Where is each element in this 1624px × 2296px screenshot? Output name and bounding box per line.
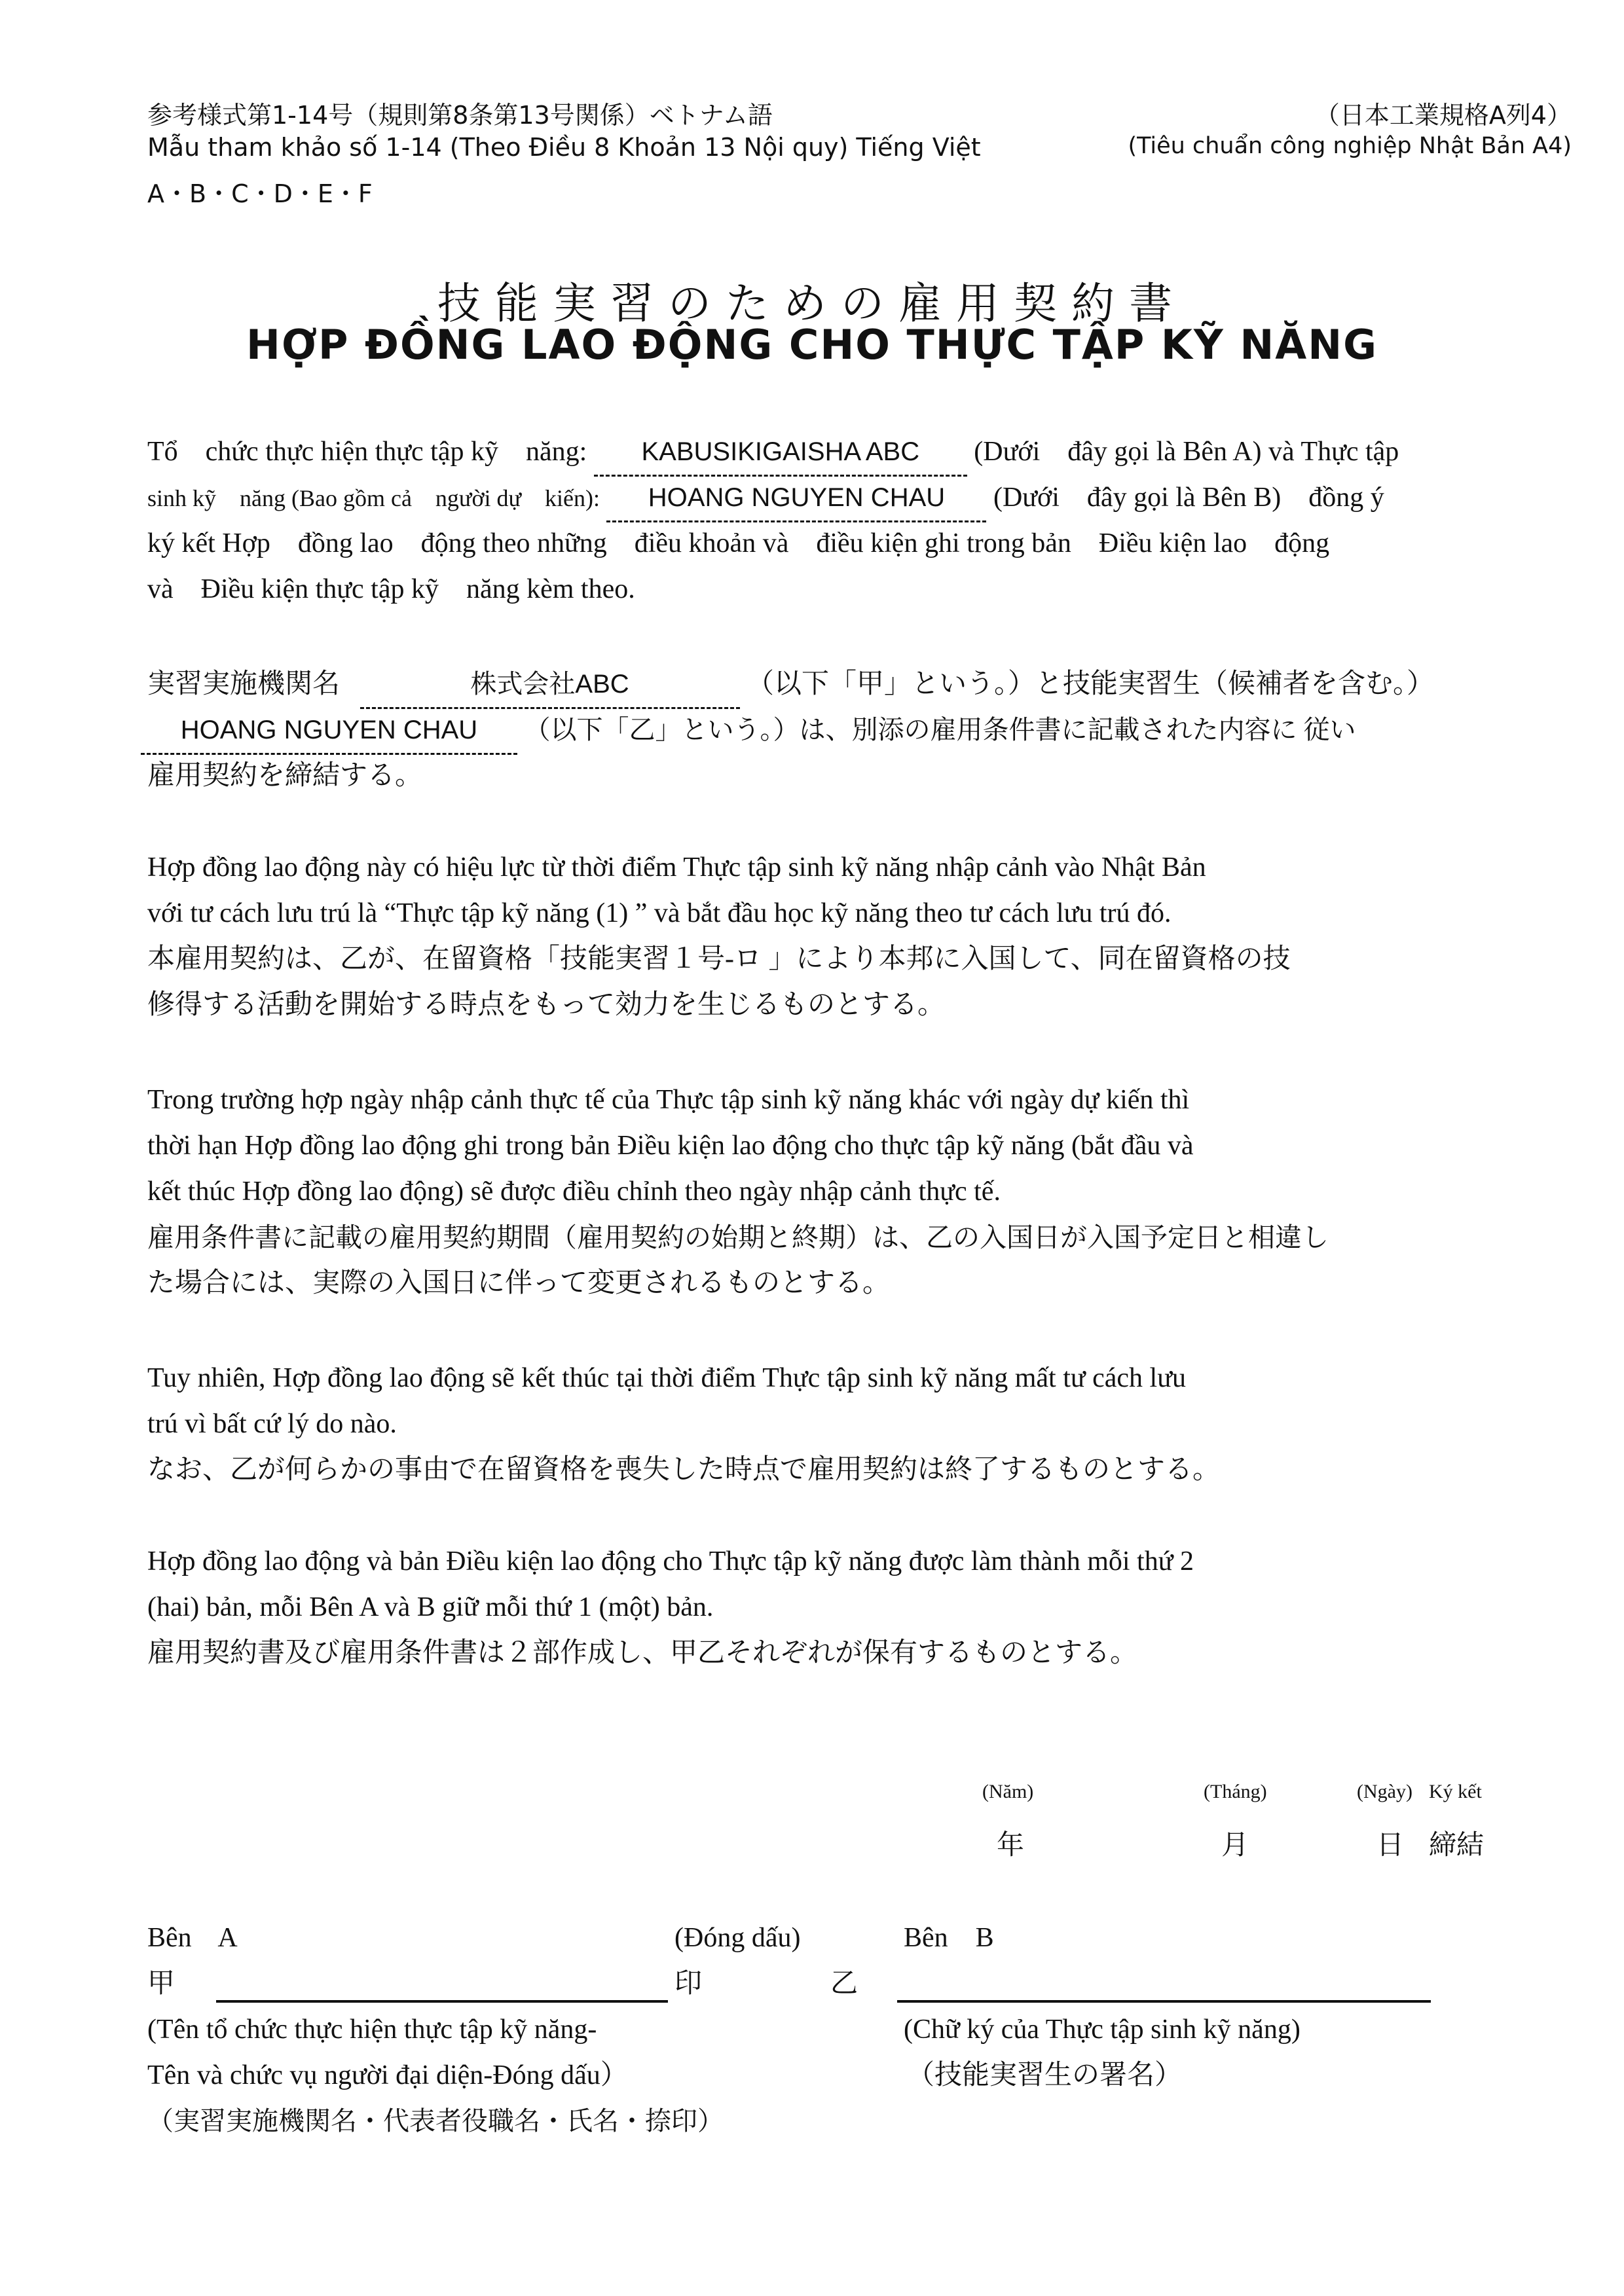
intro-vn-line-1 xyxy=(147,429,1399,477)
seal-label-jp: 印 xyxy=(674,1969,703,1999)
intro-jp-party-a: （以下「甲」という。）と技能実習生（候補者を含む。） xyxy=(747,669,1435,699)
para1-vn-line-2: với tư cách lưu trú là “Thực tập kỹ năng (1) ” và bắt đầu học kỹ năng theo tư cách lưu trú đó. xyxy=(147,898,1172,928)
intro-vn-line-3: ký kết Hợp đồng lao động theo những điều khoản và điều kiện ghi trong bản Điều kiện lao động xyxy=(147,528,1330,558)
trainee-name-field-jp: HOANG NGUYEN CHAU xyxy=(141,707,517,755)
intro-vn-org-label: Tổ chức thực hiện thực tập kỹ năng: xyxy=(147,437,587,467)
party-a-caption-2: Tên và chức vụ người đại diện-Đóng dấu） xyxy=(147,2060,628,2090)
intro-vn-line-2 xyxy=(147,475,1384,522)
para3-vn-line-1: Tuy nhiên, Hợp đồng lao động sẽ kết thúc tại thời điểm Thực tập sinh kỹ năng mất tư cách lưu xyxy=(147,1363,1186,1393)
date-year-label-vn: (Năm) xyxy=(982,1781,1034,1802)
party-b-caption: (Chữ ký của Thực tập sinh kỹ năng) xyxy=(904,2014,1301,2045)
org-name-field-jp: 株式会社ABC xyxy=(360,661,740,709)
para1-vn-line-1: Hợp đồng lao động này có hiệu lực từ thời điểm Thực tập sinh kỹ năng nhập cảnh vào Nhật Bản xyxy=(147,852,1206,883)
seal-label-vn: (Đóng dấu) xyxy=(674,1923,801,1953)
party-a-label-jp: 甲 xyxy=(147,1969,175,1999)
page-title-vn: HỢP ĐỒNG LAO ĐỘNG CHO THỰC TẬP KỸ NĂNG xyxy=(246,321,1378,369)
para2-vn-line-3: kết thúc Hợp đồng lao động) sẽ được điều chỉnh theo ngày nhập cảnh thực tế. xyxy=(147,1176,1001,1207)
intro-vn-party-b: (Dưới đây gọi là Bên B) đồng ý xyxy=(993,483,1384,513)
date-month-jp: 月 xyxy=(1221,1831,1249,1861)
page-title-jp: 技能実習のための雇用契約書 xyxy=(437,280,1187,328)
trainee-name-field-vn: HOANG NGUYEN CHAU xyxy=(606,475,986,522)
intro-jp-party-b: （以下「乙」という。）は、別添の雇用条件書に記載された内容に 従い xyxy=(524,715,1356,744)
party-b-signature-line xyxy=(897,2000,1431,2003)
date-sign-jp: 締結 xyxy=(1429,1831,1485,1861)
party-b-label: Bên B xyxy=(904,1923,994,1953)
intro-vn-party-a: (Dưới đây gọi là Bên A) và Thực tập xyxy=(974,437,1399,467)
paper-standard-jp: （日本工業規格A列4） xyxy=(1314,101,1572,130)
date-sign-label-vn: Ký kết xyxy=(1429,1781,1482,1802)
para2-jp-line-1: 雇用条件書に記載の雇用契約期間（雇用契約の始期と終期）は、乙の入国日が入国予定日と相違し xyxy=(147,1222,1329,1252)
party-b-label-jp: 乙 xyxy=(830,1969,858,1999)
para2-vn-line-2: thời hạn Hợp đồng lao động ghi trong bản Điều kiện lao động cho thực tập kỹ năng (bắt đầu và xyxy=(147,1131,1194,1161)
paper-standard-vn: (Tiêu chuẩn công nghiệp Nhật Bản A4) xyxy=(1128,133,1572,159)
para4-jp-line-1: 雇用契約書及び雇用条件書は２部作成し、甲乙それぞれが保有するものとする。 xyxy=(147,1638,1138,1668)
intro-vn-line-4: và Điều kiện thực tập kỹ năng kèm theo. xyxy=(147,574,635,604)
party-a-signature-line xyxy=(216,2000,668,2003)
org-label-jp: 実習実施機関名 xyxy=(147,669,341,699)
intro-vn-trainee-label: sinh kỹ năng (Bao gồm cả người dự kiến): xyxy=(147,485,600,511)
intro-jp-line-3: 雇用契約を締結する。 xyxy=(147,761,423,791)
org-name-field-vn: KABUSIKIGAISHA ABC xyxy=(594,429,967,477)
date-year-jp: 年 xyxy=(997,1831,1025,1861)
party-a-caption-jp: （実習実施機関名・代表者役職名・氏名・捺印） xyxy=(147,2106,724,2136)
para4-vn-line-2: (hai) bản, mỗi Bên A và B giữ mỗi thứ 1 (một) bản. xyxy=(147,1592,714,1622)
para4-vn-line-1: Hợp đồng lao động và bản Điều kiện lao động cho Thực tập kỹ năng được làm thành mỗi thứ 2 xyxy=(147,1546,1194,1576)
date-day-jp: 日 xyxy=(1376,1831,1405,1861)
party-a-caption-1: (Tên tổ chức thực hiện thực tập kỹ năng- xyxy=(147,2014,597,2045)
para1-jp-line-1: 本雇用契約は、乙が、在留資格「技能実習１号-ロ 」により本邦に入国して、同在留資格の技 xyxy=(147,944,1291,974)
date-month-label-vn: (Tháng) xyxy=(1204,1781,1267,1802)
party-a-label: Bên A xyxy=(147,1923,238,1953)
date-day-label-vn: (Ngày) xyxy=(1357,1781,1412,1802)
form-variants: A・B・C・D・E・F xyxy=(147,179,373,208)
para2-vn-line-1: Trong trường hợp ngày nhập cảnh thực tế của Thực tập sinh kỹ năng khác với ngày dự kiến thì xyxy=(147,1085,1190,1115)
intro-jp-line-2 xyxy=(141,707,1356,755)
form-reference-jp: 参考様式第1-14号（規則第8条第13号関係）ベトナム語 xyxy=(147,101,773,130)
form-reference-vn: Mẫu tham khảo số 1-14 (Theo Điều 8 Khoản 13 Nội quy) Tiếng Việt xyxy=(147,133,981,162)
para3-vn-line-2: trú vì bất cứ lý do nào. xyxy=(147,1409,397,1439)
para2-jp-line-2: た場合には、実際の入国日に伴って変更されるものとする。 xyxy=(147,1268,891,1298)
intro-jp-line-1 xyxy=(147,661,1434,709)
para1-jp-line-2: 修得する活動を開始する時点をもって効力を生じるものとする。 xyxy=(147,990,946,1020)
party-b-caption-jp: （技能実習生の署名） xyxy=(907,2060,1183,2090)
para3-jp-line-1: なお、乙が何らかの事由で在留資格を喪失した時点で雇用契約は終了するものとする。 xyxy=(147,1455,1221,1485)
